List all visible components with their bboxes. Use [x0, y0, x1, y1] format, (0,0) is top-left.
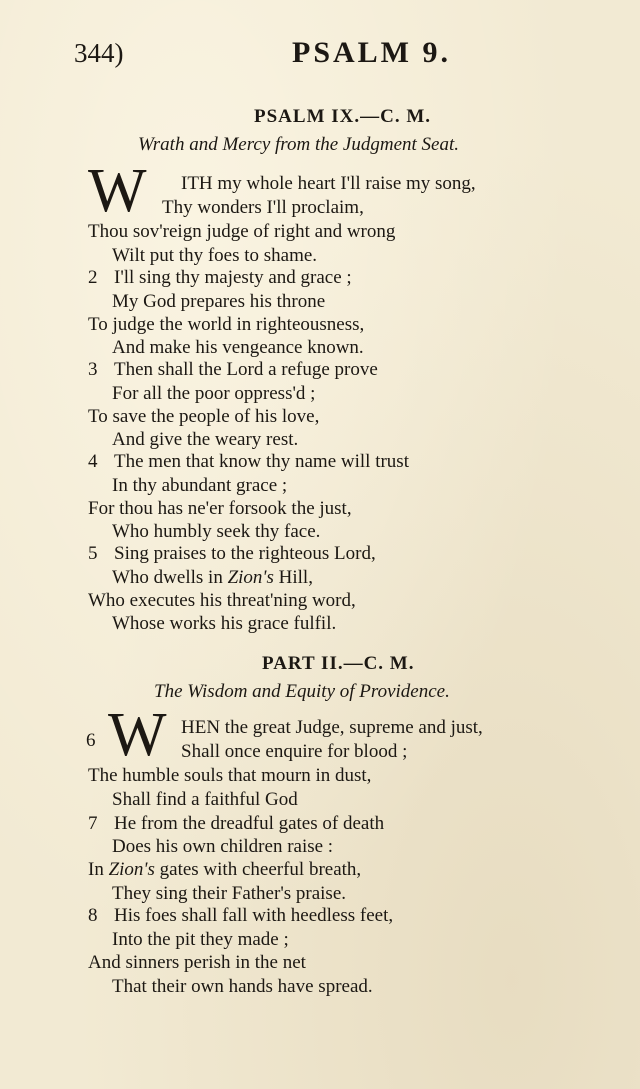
line-text: The men that know thy name will trust — [114, 451, 409, 472]
section-heading: PART II.—C. M. — [262, 653, 415, 674]
hymn-line — [112, 382, 315, 405]
line-text: Into the pit they made ; — [112, 929, 289, 950]
line-text: Then shall the Lord a refuge prove — [114, 359, 378, 380]
line-text: For all the poor oppress'd ; — [112, 383, 316, 404]
hymn-line — [162, 196, 364, 219]
hymn-line — [112, 520, 320, 543]
stanza-number: 6 — [86, 730, 96, 751]
hymn-line — [88, 542, 376, 565]
line-text: Who dwells in — [112, 567, 228, 588]
stanza-number: 4 — [88, 451, 98, 472]
line-text-italic: Zion's — [108, 859, 155, 880]
line-text: For thou has ne'er forsook the just, — [88, 498, 352, 519]
stanza-number: 2 — [88, 267, 98, 288]
line-text: My God prepares his throne — [112, 291, 326, 312]
line-text: Does his own children raise : — [112, 836, 334, 857]
line-text: Whose works his grace fulfil. — [112, 613, 337, 634]
line-text: They sing their Father's praise. — [112, 883, 347, 904]
hymn-line — [112, 975, 373, 998]
drop-cap: W — [108, 701, 167, 769]
line-text-italic: Zion's — [227, 567, 274, 588]
hymn-line — [88, 812, 384, 835]
line-text: To save the people of his love, — [88, 406, 320, 427]
line-text: His foes shall fall with heedless feet, — [114, 905, 394, 926]
hymn-line — [112, 882, 346, 905]
line-text: Shall once enquire for blood ; — [181, 741, 408, 762]
line-text: He from the dreadful gates of death — [114, 813, 385, 834]
stanza-number: 5 — [88, 543, 98, 564]
line-text: I'll sing thy majesty and grace ; — [114, 267, 352, 288]
hymn-line — [112, 835, 333, 858]
line-text: That their own hands have spread. — [112, 976, 373, 997]
line-text: Hill, — [273, 567, 313, 588]
line-text: gates with cheerful breath, — [154, 859, 362, 880]
hymn-line — [181, 740, 407, 763]
hymn-line — [88, 358, 378, 381]
hymn-line — [88, 589, 356, 612]
line-text: In — [88, 859, 109, 880]
section-subtitle: Wrath and Mercy from the Judgment Seat. — [138, 134, 459, 155]
stanza-number: 3 — [88, 359, 98, 380]
hymn-line — [88, 220, 395, 243]
hymn-line — [112, 336, 364, 359]
hymn-line — [112, 612, 336, 635]
hymn-line — [88, 858, 361, 881]
line-text: And make his vengeance known. — [112, 337, 364, 358]
line-text: The humble souls that mourn in dust, — [88, 765, 372, 786]
hymn-line — [112, 474, 287, 497]
hymn-line — [88, 764, 371, 787]
hymn-line — [88, 904, 393, 927]
hymn-line — [112, 290, 325, 313]
drop-cap: W — [88, 157, 147, 225]
hymn-line — [88, 313, 364, 336]
stanza-number: 7 — [88, 813, 98, 834]
hymn-line — [112, 566, 313, 589]
section-subtitle: The Wisdom and Equity of Providence. — [154, 681, 450, 702]
line-text: And give the weary rest. — [112, 429, 299, 450]
hymn-line — [112, 928, 289, 951]
line-text: ITH my whole heart I'll raise my song, — [181, 173, 476, 194]
hymn-line — [88, 951, 306, 974]
line-text: Who executes his threat'ning word, — [88, 590, 356, 611]
line-text: Wilt put thy foes to shame. — [112, 245, 318, 266]
section-heading: PSALM IX.—C. M. — [254, 106, 432, 127]
line-text: Who humbly seek thy face. — [112, 521, 321, 542]
hymn-line — [112, 244, 317, 267]
hymn-line — [88, 266, 352, 289]
line-text: To judge the world in righteousness, — [88, 314, 365, 335]
hymn-line — [181, 172, 476, 195]
line-text: And sinners perish in the net — [88, 952, 306, 973]
hymn-line — [181, 716, 483, 739]
hymn-line — [88, 497, 352, 520]
hymn-line — [88, 450, 409, 473]
line-text: Thou sov'reign judge of right and wrong — [88, 221, 396, 242]
line-text: HEN the great Judge, supreme and just, — [181, 717, 483, 738]
line-text: Thy wonders I'll proclaim, — [162, 197, 364, 218]
running-title: PSALM 9. — [292, 36, 451, 69]
line-text: Shall find a faithful God — [112, 789, 298, 810]
line-text: In thy abundant grace ; — [112, 475, 288, 496]
page-number: 344) — [74, 38, 124, 68]
stanza-number: 8 — [88, 905, 98, 926]
hymn-line — [112, 428, 298, 451]
hymn-line — [88, 405, 319, 428]
line-text: Sing praises to the righteous Lord, — [114, 543, 376, 564]
hymn-line — [112, 788, 298, 811]
